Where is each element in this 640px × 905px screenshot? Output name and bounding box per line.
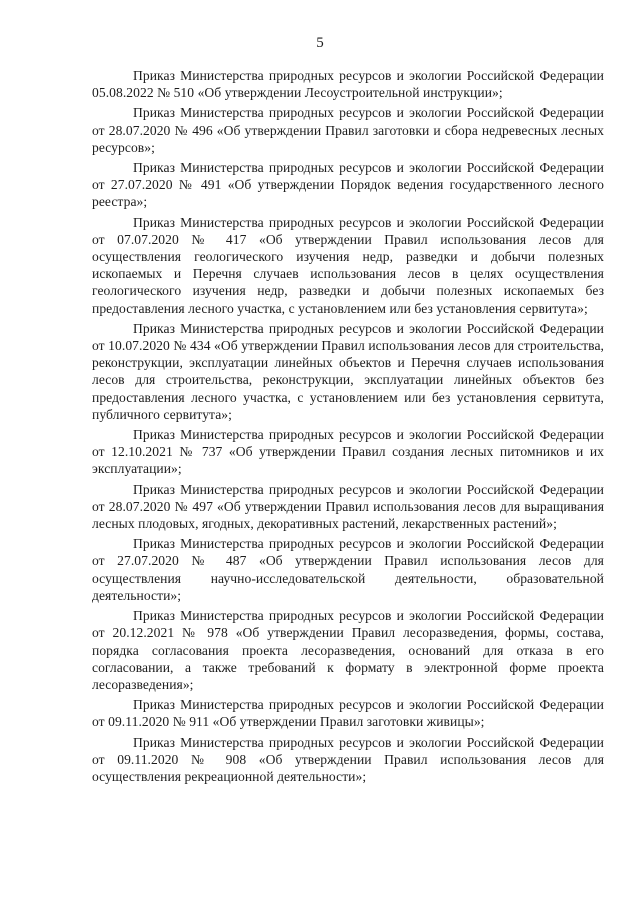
order-paragraph: Приказ Министерства природных ресурсов и экологии Российской Федерации от 20.12.2021 № 978 «Об утверждении Правил лесоразведения, формы, состава, порядка согласования проекта лесоразведения, оснований для отказа в его согласовании, а также требований к формату в электронной форме проекта лесоразведения»; (92, 608, 604, 692)
order-paragraph: Приказ Министерства природных ресурсов и экологии Российской Федерации от 27.07.2020 № 487 «Об утверждении Правил использования лесов для осуществления научно-исследовательской деятельности, образовательной деятельности»; (92, 536, 604, 603)
order-paragraph: Приказ Министерства природных ресурсов и экологии Российской Федерации от 28.07.2020 № 496 «Об утверждении Правил заготовки и сбора недревесных лесных ресурсов»; (92, 105, 604, 155)
order-paragraph: Приказ Министерства природных ресурсов и экологии Российской Федерации 05.08.2022 № 510 «Об утверждении Лесоустроительной инструкции»; (92, 68, 604, 101)
order-paragraph: Приказ Министерства природных ресурсов и экологии Российской Федерации от 07.07.2020 № 417 «Об утверждении Правил использования лесов для осуществления геологического изучения недр, разведки и добычи полезных ископаемых и Перечня случаев использования лесов в целях осуществления геологического изучения недр, разведки и добычи полезных ископаемых без предоставления лесного участка, с установлением или без установления сервитута»; (92, 214, 604, 316)
page-number: 5 (316, 35, 324, 51)
order-paragraph: Приказ Министерства природных ресурсов и экологии Российской Федерации от 09.11.2020 № 908 «Об утверждении Правил использования лесов для осуществления рекреационной деятельности»; (92, 734, 604, 784)
order-paragraph: Приказ Министерства природных ресурсов и экологии Российской Федерации от 09.11.2020 № 911 «Об утверждении Правил заготовки живицы»; (92, 697, 604, 730)
order-paragraph: Приказ Министерства природных ресурсов и экологии Российской Федерации от 28.07.2020 № 497 «Об утверждении Правил использования лесов для выращивания лесных плодовых, ягодных, декоративных растений, лекарственных растений»; (92, 481, 604, 532)
order-paragraph: Приказ Министерства природных ресурсов и экологии Российской Федерации от 12.10.2021 № 737 «Об утверждении Правил создания лесных питомников и их эксплуатации»; (92, 427, 604, 477)
order-paragraph: Приказ Министерства природных ресурсов и экологии Российской Федерации от 10.07.2020 № 434 «Об утверждении Правил использования лесов для строительства, реконструкции, эксплуатации линейных объектов и Перечня случаев использования лесов для строительства, реконструкции, эксплуатации линейных объектов без предоставления лесного участка, с установлением или без установления сервитута, публичного сервитута»; (92, 320, 604, 422)
document-body (92, 67, 604, 785)
order-paragraph: Приказ Министерства природных ресурсов и экологии Российской Федерации от 27.07.2020 № 491 «Об утверждении Порядок ведения государственного лесного реестра»; (92, 160, 604, 210)
